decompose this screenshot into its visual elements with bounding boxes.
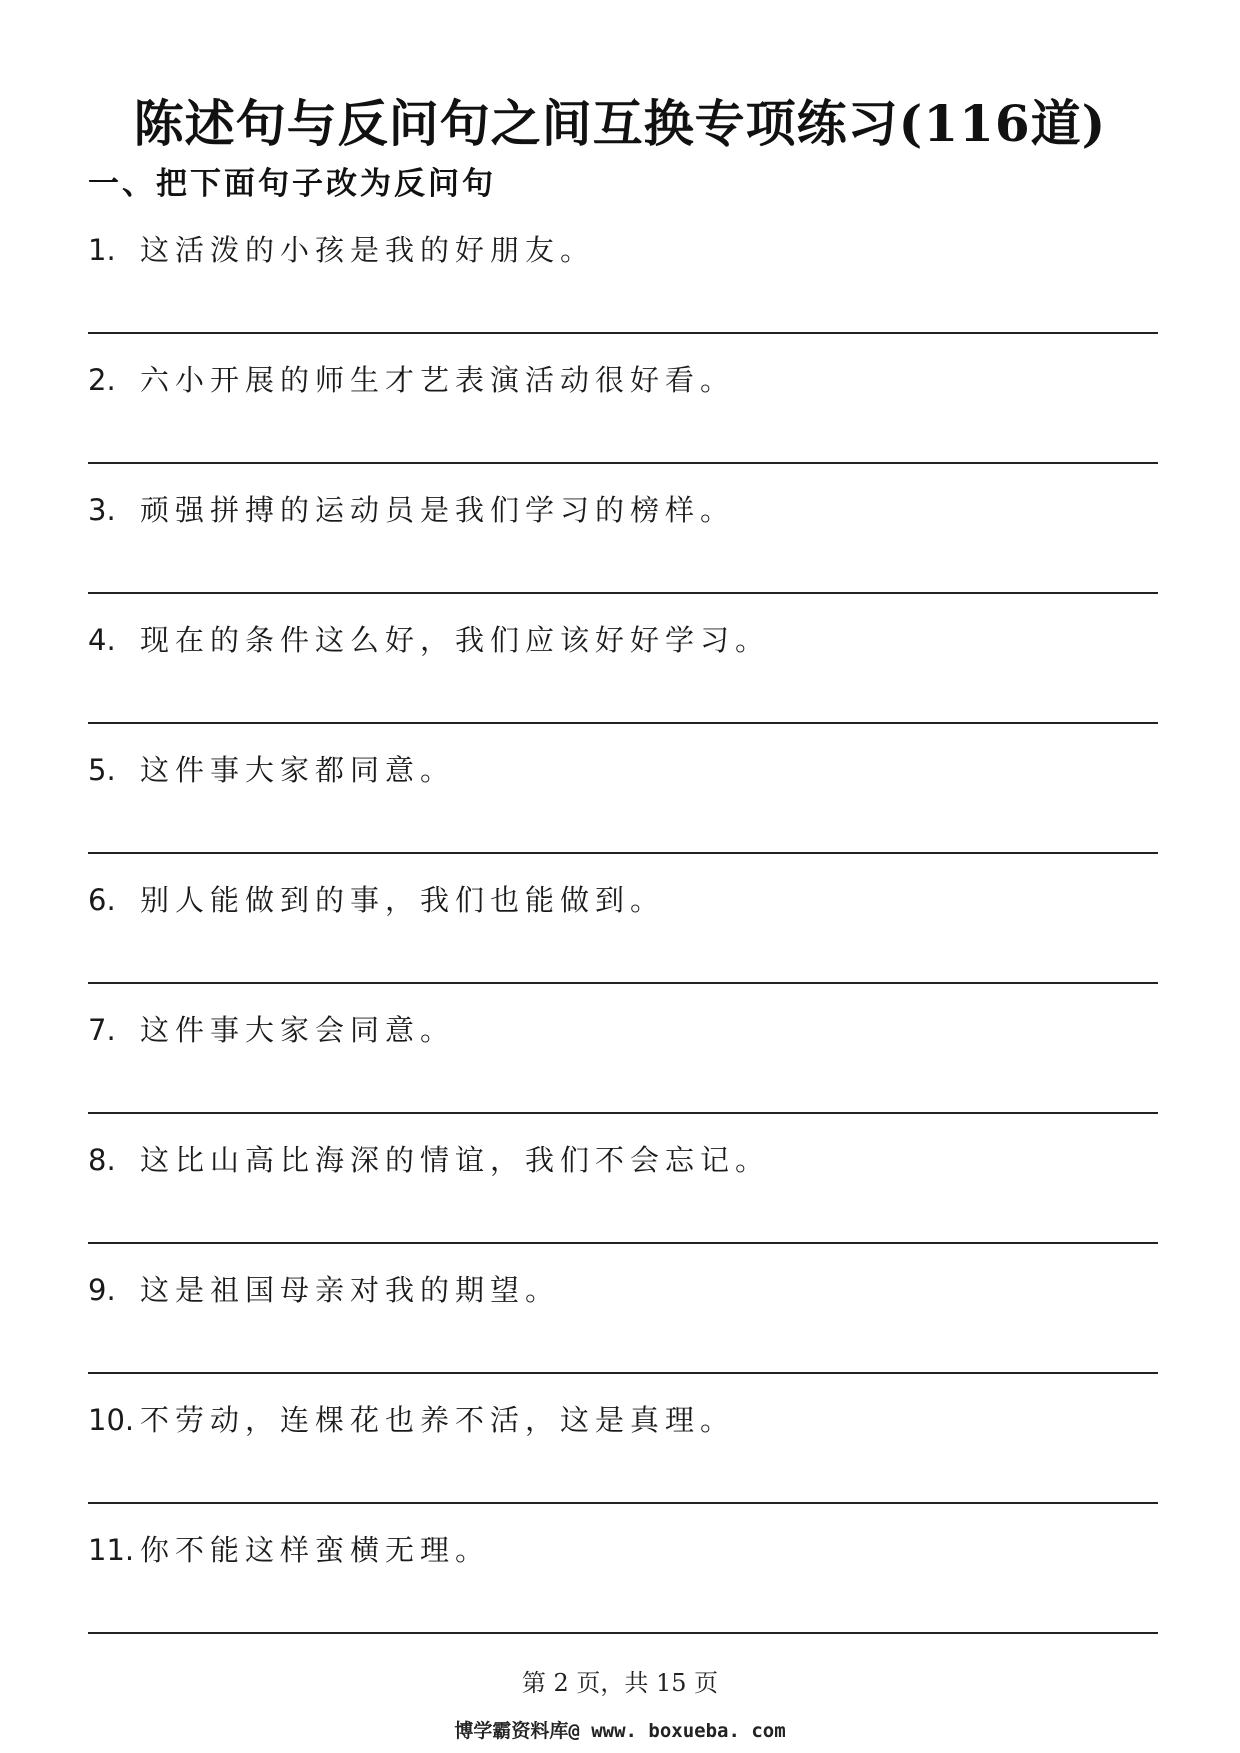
question-item [88, 224, 1158, 354]
question-text: 这是祖国母亲对我的期望。 [140, 1273, 561, 1307]
question-item [88, 1524, 1158, 1654]
question-number: 7. [88, 1013, 116, 1047]
question-number: 2. [88, 363, 116, 397]
question-item [88, 744, 1158, 874]
question-text: 顽强拼搏的运动员是我们学习的榜样。 [140, 493, 736, 527]
question-item [88, 484, 1158, 614]
answer-line [88, 1242, 1158, 1244]
question-text: 这活泼的小孩是我的好朋友。 [140, 233, 596, 267]
answer-line [88, 852, 1158, 854]
question-item [88, 874, 1158, 1004]
question-text: 这件事大家都同意。 [140, 753, 456, 787]
question-text: 别人能做到的事，我们也能做到。 [140, 883, 666, 917]
answer-line [88, 332, 1158, 334]
question-text: 你不能这样蛮横无理。 [140, 1533, 491, 1567]
question-item [88, 1264, 1158, 1394]
question-item [88, 1004, 1158, 1134]
answer-line [88, 592, 1158, 594]
question-text: 六小开展的师生才艺表演活动很好看。 [140, 363, 736, 397]
answer-line [88, 462, 1158, 464]
question-number: 4. [88, 623, 116, 657]
question-text: 这件事大家会同意。 [140, 1013, 456, 1047]
question-list [88, 224, 1158, 1654]
answer-line [88, 722, 1158, 724]
answer-line [88, 1632, 1158, 1634]
page-title: 陈述句与反问句之间互换专项练习(116道) [133, 94, 1107, 153]
question-number: 5. [88, 753, 116, 787]
question-item [88, 1394, 1158, 1524]
question-number: 10. [88, 1403, 135, 1437]
answer-line [88, 1372, 1158, 1374]
source-watermark: 博学霸资料库@ www. boxueba. com [454, 1720, 786, 1742]
question-number: 6. [88, 883, 116, 917]
answer-line [88, 982, 1158, 984]
section-heading: 一、把下面句子改为反问句 [88, 166, 496, 202]
question-item [88, 354, 1158, 484]
question-number: 1. [88, 233, 116, 267]
answer-line [88, 1502, 1158, 1504]
question-number: 9. [88, 1273, 116, 1307]
question-text: 现在的条件这么好，我们应该好好学习。 [140, 623, 771, 657]
question-number: 11. [88, 1533, 135, 1567]
question-number: 3. [88, 493, 116, 527]
question-item [88, 1134, 1158, 1264]
page-number-footer: 第 2 页，共 15 页 [521, 1669, 719, 1697]
question-text: 这比山高比海深的情谊，我们不会忘记。 [140, 1143, 771, 1177]
question-text: 不劳动，连棵花也养不活，这是真理。 [140, 1403, 736, 1437]
question-item [88, 614, 1158, 744]
question-number: 8. [88, 1143, 116, 1177]
answer-line [88, 1112, 1158, 1114]
